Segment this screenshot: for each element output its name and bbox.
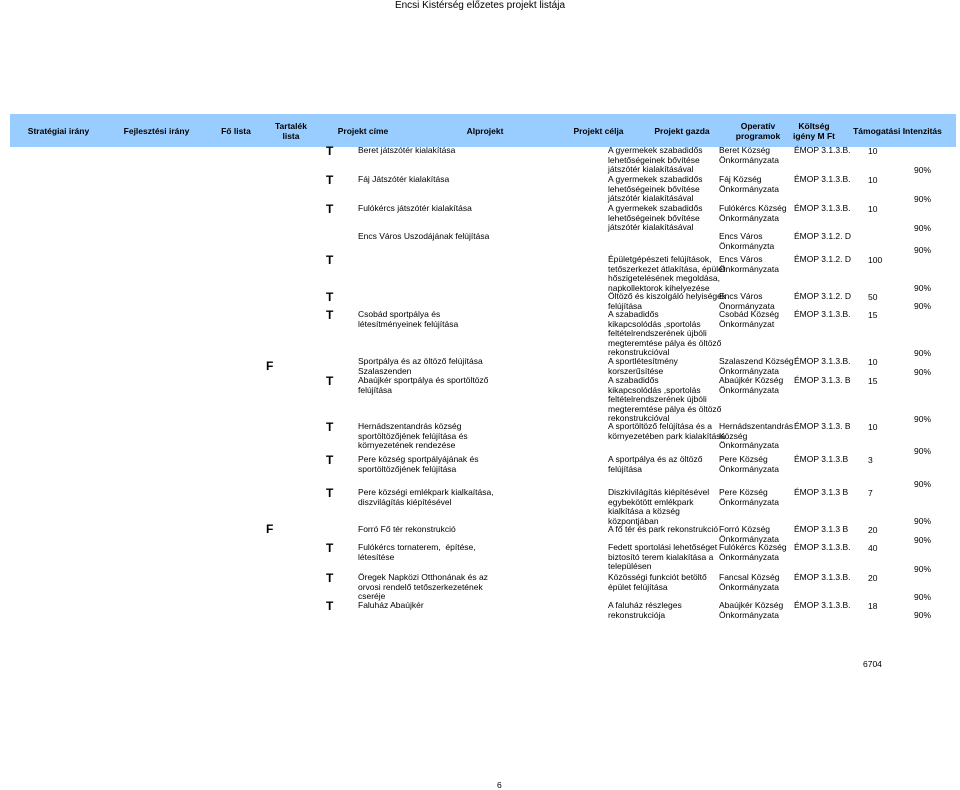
project-owner: Fancsal Község Önkormányzata	[719, 572, 780, 592]
column-header: Projekt célja	[560, 114, 637, 147]
reserve-list-mark: T	[326, 173, 334, 187]
reserve-list-mark: T	[326, 541, 334, 555]
project-goal: A faluház részleges rekonstrukciója	[608, 600, 682, 620]
operative-program: ÉMOP 3.1.3.B	[794, 454, 849, 464]
project-owner: Szalaszend Község Önkormányzata	[719, 356, 794, 376]
project-title: Csobád sportpálya és létesítményeinek felújítása	[358, 309, 459, 329]
project-title: Beret játszótér kialakítása	[358, 145, 456, 155]
column-header: Projekt gazda	[637, 114, 727, 147]
project-title: Sportpálya és az öltöző felújítása Szalaszenden	[358, 356, 483, 376]
project-goal: Épületgépészeti felújítások, tetőszerkezet átlakítása, épület hőszigetelésének megoldása, napkollektorok kihelyezése	[608, 254, 726, 293]
reserve-list-mark: T	[326, 253, 334, 267]
reserve-list-mark: T	[326, 374, 334, 388]
project-goal: A sportlétesítmény korszerűsítése	[608, 356, 678, 376]
cost: 20	[868, 573, 878, 583]
support-intensity: 90%	[914, 535, 932, 545]
project-owner: Abaújkér Község Önkormányzata	[719, 600, 784, 620]
cost: 40	[868, 543, 878, 553]
column-header: Projekt címe	[316, 114, 410, 147]
cost: 10	[868, 175, 878, 185]
operative-program: ÉMOP 3.1.3.B.	[794, 572, 851, 582]
support-intensity: 90%	[914, 564, 932, 574]
project-owner: Encs Város Önormányzata	[719, 291, 775, 311]
reserve-list-mark: T	[326, 453, 334, 467]
project-title: Faluház Abaújkér	[358, 600, 424, 610]
reserve-list-mark: T	[326, 571, 334, 585]
operative-program: ÉMOP 3.1.2. D	[794, 254, 852, 264]
cost: 10	[868, 204, 878, 214]
cost: 7	[868, 488, 873, 498]
operative-program: ÉMOP 3.1.3.B.	[794, 174, 851, 184]
project-goal: A fő tér és park rekonstrukció	[608, 524, 719, 534]
cost: 10	[868, 357, 878, 367]
project-title: Fulókércs tornaterem, építése, létesítése	[358, 542, 476, 562]
project-owner: Csobád Község Önkormányzat	[719, 309, 780, 329]
page-number: 6	[497, 780, 502, 790]
column-header: Stratégiai irány	[10, 114, 107, 147]
support-intensity: 90%	[914, 367, 932, 377]
cost: 15	[868, 310, 878, 320]
project-goal: A sportöltöző felújítása és a környezetében park kialakítása	[608, 421, 726, 441]
operative-program: ÉMOP 3.1.2. D	[794, 291, 852, 301]
cost: 20	[868, 525, 878, 535]
support-intensity: 90%	[914, 223, 932, 233]
project-title: Öregek Napközi Otthonának és az orvosi rendelő tetőszerkezetének cseréje	[358, 572, 488, 602]
project-owner: Hernádszentandrás Község Önkormányzata	[719, 421, 794, 451]
cost: 10	[868, 146, 878, 156]
operative-program: ÉMOP 3.1.2. D	[794, 231, 852, 241]
operative-program: ÉMOP 3.1.3.B.	[794, 542, 851, 552]
support-intensity: 90%	[914, 245, 932, 255]
project-goal: Öltöző és kiszolgáló helyiségek felújítása	[608, 291, 727, 311]
project-title: Abaújkér sportpálya és sportöltöző felújítása	[358, 375, 489, 395]
column-header: Alprojekt	[410, 114, 560, 147]
support-intensity: 90%	[914, 479, 932, 489]
cost: 10	[868, 422, 878, 432]
column-header: Operatív programok	[727, 114, 789, 147]
project-title: Fáj Játszótér kialakítása	[358, 174, 450, 184]
header-row	[10, 114, 956, 147]
reserve-list-mark: T	[326, 599, 334, 613]
project-goal: A gyermekek szabadidős lehetőségeinek bővítése játszótér kialakításával	[608, 145, 703, 175]
cost: 50	[868, 292, 878, 302]
support-intensity: 90%	[914, 283, 932, 293]
support-intensity: 90%	[914, 414, 932, 424]
project-goal: A szabadidős kikapcsolódás ,sportolás feltételrendszerének újbóli megteremtése pálya és öltöző rekonstrukcióval	[608, 309, 722, 358]
project-owner: Pere Község Önkormányzata	[719, 454, 779, 474]
project-title: Forró Fő tér rekonstrukció	[358, 524, 456, 534]
support-intensity: 90%	[914, 610, 932, 620]
project-owner: Fulókércs Község Önkormányzata	[719, 203, 787, 223]
project-goal: Közösségi funkciót betöltő épület felújítása	[608, 572, 707, 592]
project-goal: A szabadidős kikapcsolódás ,sportolás feltételrendszerének újbóli megteremtése pálya és öltöző rekonstrukcióval	[608, 375, 722, 424]
project-owner: Fáj Község Önkormányzata	[719, 174, 779, 194]
support-intensity: 90%	[914, 446, 932, 456]
reserve-list-mark: T	[326, 308, 334, 322]
support-intensity: 90%	[914, 194, 932, 204]
operative-program: ÉMOP 3.1.3 B	[794, 487, 849, 497]
support-intensity: 90%	[914, 592, 932, 602]
cost: 3	[868, 455, 873, 465]
project-owner: Abaújkér Község Önkormányzata	[719, 375, 784, 395]
reserve-list-mark: T	[326, 486, 334, 500]
document-title: Encsi Kistérség előzetes projekt listája	[394, 0, 566, 11]
main-list-mark: F	[266, 522, 274, 536]
operative-program: ÉMOP 3.1.3.B.	[794, 600, 851, 610]
operative-program: ÉMOP 3.1.3 B	[794, 524, 849, 534]
project-owner: Encs Város Önkormányzata	[719, 254, 779, 274]
project-owner: Encs Város Önkormányzta	[719, 231, 775, 251]
project-goal: A sportpálya és az öltöző felújítása	[608, 454, 703, 474]
operative-program: ÉMOP 3.1.3. B	[794, 375, 851, 385]
project-goal: Diszkivilágítás kiépítésével egybekötött emlékpark kialkítása a község központjában	[608, 487, 710, 526]
support-intensity: 90%	[914, 348, 932, 358]
project-goal: A gyermekek szabadidős lehetőségeinek bővítése játszótér kialakításával	[608, 203, 703, 233]
project-owner: Pere Község Önkormányzata	[719, 487, 779, 507]
project-owner: Forró Község Önkormányzata	[719, 524, 779, 544]
project-goal: A gyermekek szabadidős lehetőségeinek bővítése játszótér kialakításával	[608, 174, 703, 204]
project-owner: Fulókércs Község Önkormányzata	[719, 542, 787, 562]
operative-program: ÉMOP 3.1.3. B	[794, 421, 851, 431]
project-goal: Fedett sportolási lehetőséget biztosító terem kialakítása a településen	[608, 542, 718, 572]
support-intensity: 90%	[914, 165, 932, 175]
operative-program: ÉMOP 3.1.3.B.	[794, 356, 851, 366]
column-header: Tartalék lista	[266, 114, 316, 147]
project-title: Fulókércs játszótér kialakítása	[358, 203, 472, 213]
cost: 18	[868, 601, 878, 611]
reserve-list-mark: T	[326, 202, 334, 216]
main-list-mark: F	[266, 359, 274, 373]
operative-program: ÉMOP 3.1.3.B.	[794, 203, 851, 213]
column-header: Támogatási Intenzitás	[839, 114, 956, 147]
cost: 100	[868, 255, 883, 265]
cost: 15	[868, 376, 878, 386]
column-header: Fő lista	[206, 114, 266, 147]
table-header	[10, 114, 956, 147]
support-intensity: 90%	[914, 516, 932, 526]
project-title: Pere községi emlékpark kialkaítása, diszvilágítás kiépítésével	[358, 487, 494, 507]
reserve-list-mark: T	[326, 290, 334, 304]
reserve-list-mark: T	[326, 144, 334, 158]
total-cost: 6704	[863, 659, 882, 669]
project-title: Encs Város Uszodájának felújítása	[358, 231, 490, 241]
operative-program: ÉMOP 3.1.3.B.	[794, 145, 851, 155]
project-title: Pere község sportpályájának és sportöltözőjének felújítása	[358, 454, 479, 474]
operative-program: ÉMOP 3.1.3.B.	[794, 309, 851, 319]
column-header: Fejlesztési irány	[107, 114, 206, 147]
reserve-list-mark: T	[326, 420, 334, 434]
project-owner: Beret Község Önkormányzata	[719, 145, 779, 165]
column-header: Költség igény M Ft	[789, 114, 839, 147]
support-intensity: 90%	[914, 301, 932, 311]
project-title: Hernádszentandrás község sportöltözőjének felújítása és környezetének rendezése	[358, 421, 468, 451]
